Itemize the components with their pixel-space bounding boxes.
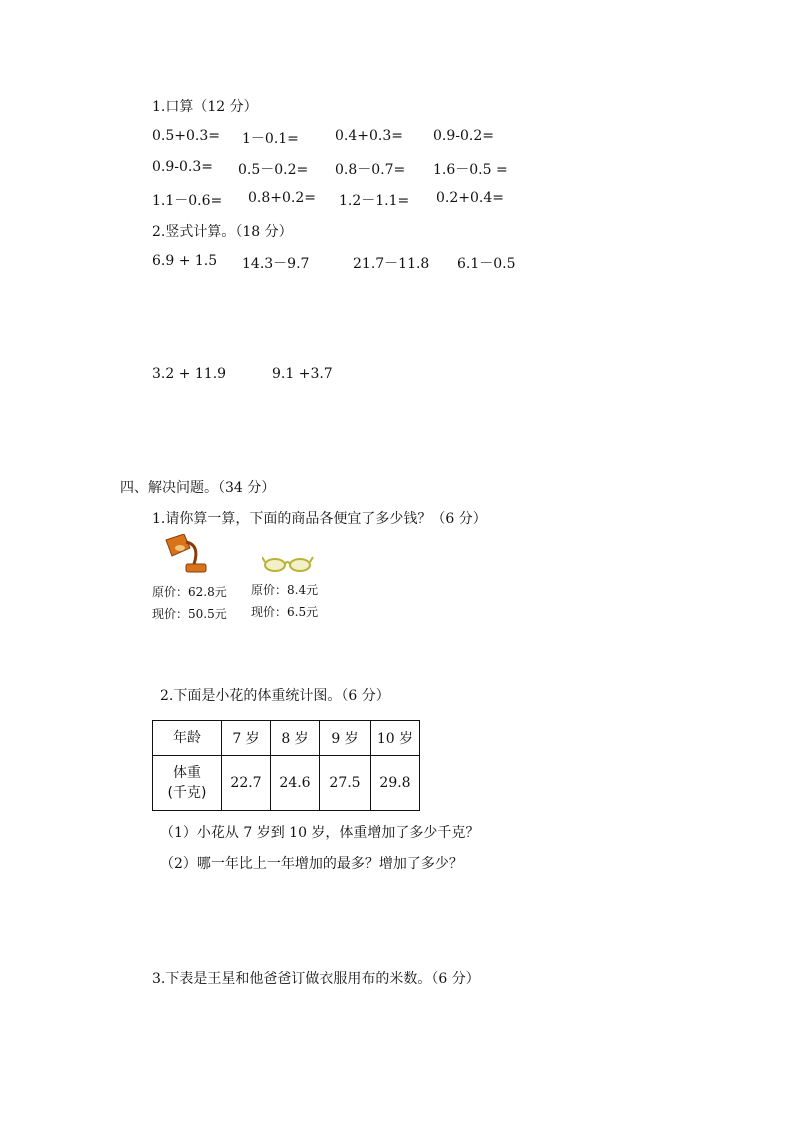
- table-cell-weight: 29.8: [371, 756, 420, 811]
- oral-calc-item: 0.5+0.3=: [152, 128, 220, 144]
- vertical-calc-item: 9.1 +3.7: [272, 366, 333, 382]
- q2-title: 2.下面是小花的体重统计图。（6 分）: [160, 688, 390, 704]
- glasses-current-price: 现价：6.5元: [251, 605, 319, 619]
- glasses-original-price: 原价：8.4元: [251, 583, 319, 597]
- oral-calc-title: 1.口算（12 分）: [152, 99, 258, 115]
- vertical-calc-title: 2.竖式计算。（18 分）: [152, 224, 293, 240]
- oral-calc-item: 1－0.1=: [242, 131, 299, 147]
- vertical-calc-item: 6.9 + 1.5: [152, 253, 218, 269]
- table-cell-text: 年龄: [173, 730, 201, 746]
- section-4-title: 四、解决问题。（34 分）: [120, 480, 276, 496]
- vertical-calc-item: 14.3－9.7: [242, 256, 310, 272]
- oral-calc-item: 0.8+0.2=: [248, 190, 316, 206]
- oral-calc-item: 0.2+0.4=: [436, 190, 504, 206]
- table-row: [153, 721, 420, 756]
- vertical-calc-item: 6.1－0.5: [457, 256, 516, 272]
- vertical-calc-item: 21.7－11.8: [353, 256, 430, 272]
- table-cell-text: 体重: [173, 765, 201, 781]
- table-cell-age: 9 岁: [320, 721, 371, 756]
- table-cell-age: 7 岁: [222, 721, 271, 756]
- oral-calc-item: 1.6－0.5 =: [433, 162, 508, 178]
- q2-sub-question-2: （2）哪一年比上一年增加的最多？增加了多少？: [160, 856, 463, 872]
- lamp-original-price: 原价：62.8元: [152, 585, 227, 599]
- oral-calc-item: 1.1－0.6=: [152, 193, 223, 209]
- oral-calc-item: 0.8－0.7=: [335, 162, 406, 178]
- table-cell-weight: 22.7: [222, 756, 271, 811]
- lamp-current-price: 现价：50.5元: [152, 607, 227, 621]
- table-cell-text: (千克): [167, 785, 207, 801]
- table-cell-weight: 24.6: [271, 756, 320, 811]
- oral-calc-item: 0.4+0.3=: [335, 128, 403, 144]
- glasses-icon: [262, 554, 314, 574]
- q1-title: 1.请你算一算，下面的商品各便宜了多少钱？（6 分）: [152, 511, 487, 527]
- table-cell-weight: 27.5: [320, 756, 371, 811]
- oral-calc-item: 0.9-0.3=: [152, 159, 213, 175]
- table-header-age: [153, 721, 222, 756]
- oral-calc-item: 1.2－1.1=: [339, 193, 410, 209]
- lamp-icon: [162, 534, 212, 578]
- weight-table: [152, 720, 420, 811]
- vertical-calc-item: 3.2 + 11.9: [152, 366, 227, 382]
- q3-title: 3.下表是王星和他爸爸订做衣服用布的米数。（6 分）: [152, 971, 480, 987]
- table-header-weight: [153, 756, 222, 811]
- table-cell-age: 8 岁: [271, 721, 320, 756]
- table-cell-age: 10 岁: [371, 721, 420, 756]
- q2-sub-question-1: （1）小花从 7 岁到 10 岁，体重增加了多少千克？: [160, 825, 480, 841]
- table-row: [153, 756, 420, 811]
- oral-calc-item: 0.5－0.2=: [238, 162, 309, 178]
- oral-calc-item: 0.9-0.2=: [433, 128, 494, 144]
